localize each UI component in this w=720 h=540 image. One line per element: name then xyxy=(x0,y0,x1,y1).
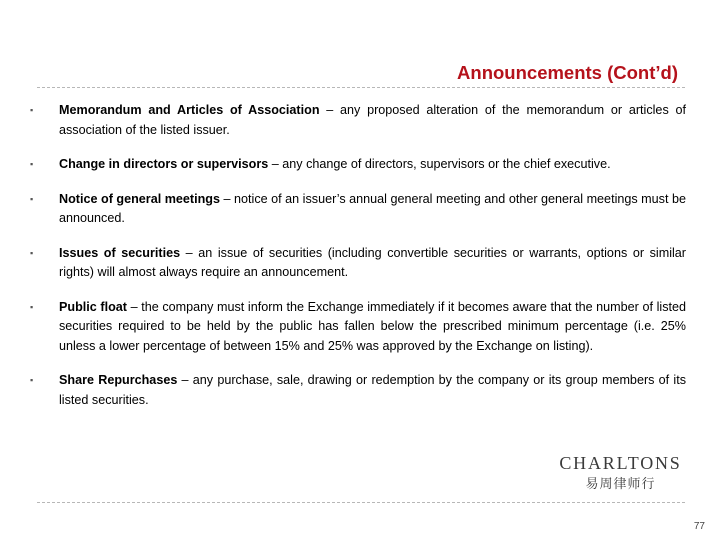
bullet-term: Change in directors or supervisors xyxy=(59,157,269,171)
bullet-item-memorandum xyxy=(30,101,686,140)
slide-title: Announcements (Cont’d) xyxy=(457,62,678,83)
bullet-text: – the company must inform the Exchange immediately if it becomes aware that the number of listed securities required to be held by the public has fallen below the prescribed minimum percentage (i.e. 25% unless a lower percentage of between 15% and 25% was approved by the Exchange on listing). xyxy=(59,299,686,353)
bullet-text: – notice of an issuer’s annual general meeting and other general meetings must be announced. xyxy=(59,191,686,225)
bullet-list xyxy=(30,101,686,425)
bullet-term: Public float xyxy=(59,299,127,314)
logo-name: CHARLTONS xyxy=(559,453,682,473)
bullet-text: – an issue of securities (including convertible securities or warrants, options or similar rights) will almost always require an announcement. xyxy=(59,245,686,279)
bullet-text: – any purchase, sale, drawing or redemption by the company or its group members of its listed securities. xyxy=(59,373,686,407)
bullet-text: – any proposed alteration of the memorandum or articles of association of the listed issuer. xyxy=(59,103,686,137)
top-divider xyxy=(37,87,685,88)
bullet-icon: ▪ xyxy=(30,247,34,258)
bullet-icon: ▪ xyxy=(30,193,34,204)
bullet-term: Issues of securities xyxy=(59,245,181,260)
bullet-item-share-repurchases xyxy=(30,371,686,410)
bullet-item-public-float xyxy=(30,298,686,357)
page-number: 77 xyxy=(693,521,705,532)
bullet-icon: ▪ xyxy=(30,301,34,312)
bullet-item-securities xyxy=(30,244,686,283)
bottom-divider xyxy=(37,502,685,503)
bullet-term: Memorandum and Articles of Association xyxy=(59,103,320,117)
bullet-icon: ▪ xyxy=(30,159,34,169)
bullet-item-directors xyxy=(30,155,686,175)
bullet-icon: ▪ xyxy=(30,105,34,115)
bullet-item-general-meetings xyxy=(30,190,686,229)
bullet-icon: ▪ xyxy=(30,375,34,385)
logo-chinese-name: 易周律师行 xyxy=(585,477,656,492)
bullet-text: – any change of directors, supervisors or the chief executive. xyxy=(268,157,611,171)
charltons-logo xyxy=(558,453,683,494)
bullet-term: Notice of general meetings xyxy=(59,191,220,206)
bullet-term: Share Repurchases xyxy=(59,373,178,387)
